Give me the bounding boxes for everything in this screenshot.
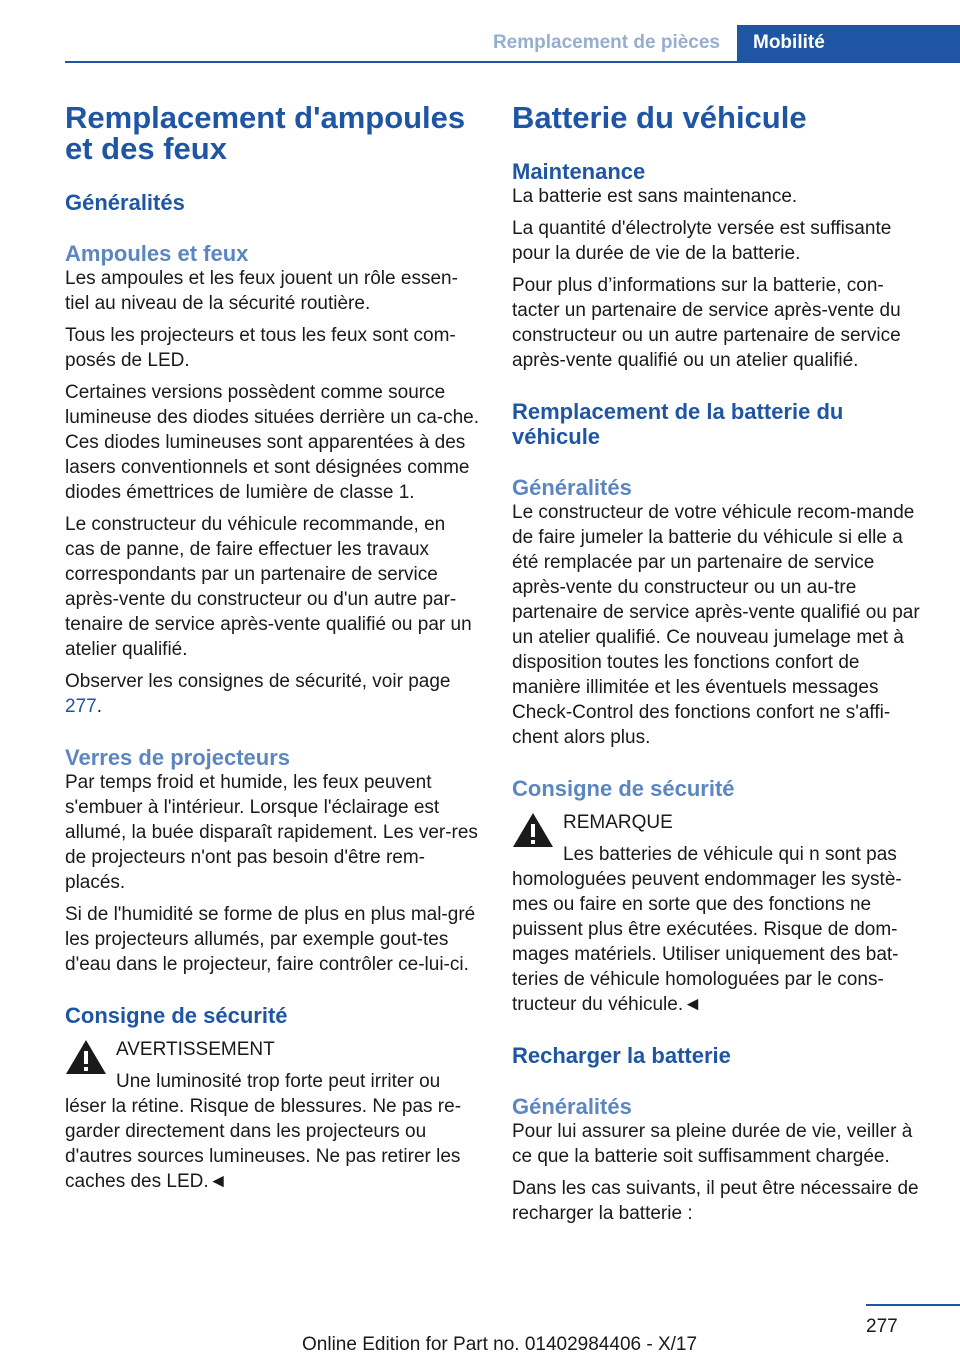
paragraph: Si de l'humidité se forme de plus en plus mal-gré les projecteurs allumés, par exemple gout-tes d'eau dans le projecteur, faire contrôler ce-lui-ci.	[65, 904, 476, 975]
paragraph: Pour lui assurer sa pleine durée de vie, veiller à ce que la batterie soit suffisamment chargée.	[512, 1121, 913, 1167]
right-column	[512, 102, 927, 1226]
section-title: Batterie du véhicule	[512, 100, 807, 135]
heading-consigne: Consigne de sécurité	[512, 776, 735, 801]
heading-generalites: Généralités	[512, 1094, 632, 1119]
warning-label: REMARQUE	[563, 812, 673, 833]
page-header	[65, 25, 960, 63]
header-rule	[65, 61, 737, 63]
paragraph-end: .	[96, 696, 102, 717]
paragraph: Par temps froid et humide, les feux peuvent s'embuer à l'intérieur. Lorsque l'éclairage est allumé, la buée disparaît rapidement. Les ver-res de projecteurs n'ont pas besoin d'être rem-placés.	[65, 772, 478, 893]
warning-text: Une luminosité trop forte peut irriter ou léser la rétine. Risque de blessures. Ne pas re-garder directement dans les projecteurs ou d'autres sources lumineuses. Ne pas retirer les caches des LED.◄	[65, 1071, 462, 1192]
warning-block	[65, 1037, 480, 1194]
left-column	[65, 102, 480, 1194]
paragraph: Les ampoules et les feux jouent un rôle essen-tiel au niveau de la sécurité routière.	[65, 268, 458, 314]
paragraph-with-link	[65, 669, 480, 719]
paragraph: La batterie est sans maintenance.	[512, 186, 798, 207]
paragraph: Le constructeur de votre véhicule recom-mande de faire jumeler la batterie du véhicule si elle a été remplacée par un partenaire de service après-vente du constructeur ou un au-tre partenaire de service après-vente qualifié ou par un atelier qualifié. Ce nouveau jumelage met à disposition toutes les fonctions confort de manière illimitée et les éventuels messages Check-Control des fonctions confort ne s'affi-chent alors plus.	[512, 502, 920, 748]
warning-block	[512, 810, 927, 1017]
warning-text: Les batteries de véhicule qui n sont pas homologuées peuvent endommager les systè-mes ou faire en sorte que des fonctions ne puissent plus être exécutées. Risque de dom-mages matériels. Utiliser uniquement des bat-teries de véhicule homologuées par le cons-tructeur du véhicule.◄	[512, 844, 902, 1015]
page-number: 277	[866, 1316, 898, 1337]
warning-triangle-icon	[512, 812, 554, 848]
warning-label: AVERTISSEMENT	[116, 1039, 275, 1060]
heading-recharger: Recharger la batterie	[512, 1043, 731, 1068]
heading-verres: Verres de projecteurs	[65, 745, 291, 770]
warning-triangle-icon	[65, 1039, 107, 1075]
heading-generalites: Généralités	[65, 190, 185, 215]
paragraph-text: Observer les consignes de sécurité, voir page	[65, 671, 451, 692]
edition-note: Online Edition for Part no. 01402984406 - X/17	[302, 1334, 698, 1355]
heading-generalites: Généralités	[512, 475, 632, 500]
paragraph: La quantité d'électrolyte versée est suffisante pour la durée de vie de la batterie.	[512, 218, 892, 264]
paragraph: Pour plus d’informations sur la batterie, con-tacter un partenaire de service après-vente du constructeur ou un autre partenaire de service après-vente qualifié ou un atelier qualifié.	[512, 275, 901, 371]
paragraph: Dans les cas suivants, il peut être nécessaire de recharger la batterie :	[512, 1178, 919, 1224]
section-title: Remplacement d'ampoules et des feux	[65, 100, 466, 166]
heading-maintenance: Maintenance	[512, 159, 646, 184]
paragraph: Le constructeur du véhicule recommande, en cas de panne, de faire effectuer les travaux correspondants par un partenaire de service après-vente du constructeur ou d'un autre par-tenaire de service après-vente qualifié ou par un atelier qualifié.	[65, 514, 472, 660]
footer-rule	[866, 1304, 960, 1306]
header-chapter-tab: Mobilité	[737, 25, 960, 63]
heading-remplacement-batterie: Remplacement de la batterie du véhicule	[512, 399, 844, 449]
page-link[interactable]: 277	[65, 696, 97, 717]
heading-ampoules: Ampoules et feux	[65, 241, 249, 266]
paragraph: Certaines versions possèdent comme source lumineuse des diodes situées derrière un ca-che. Ces diodes lumineuses sont apparentées à des lasers conventionnels et sont désignées comme diodes émettrices de lumière de classe 1.	[65, 382, 480, 503]
paragraph: Tous les projecteurs et tous les feux sont com-posés de LED.	[65, 325, 456, 371]
heading-consigne: Consigne de sécurité	[65, 1003, 288, 1028]
header-section-title: Remplacement de pièces	[492, 32, 720, 53]
